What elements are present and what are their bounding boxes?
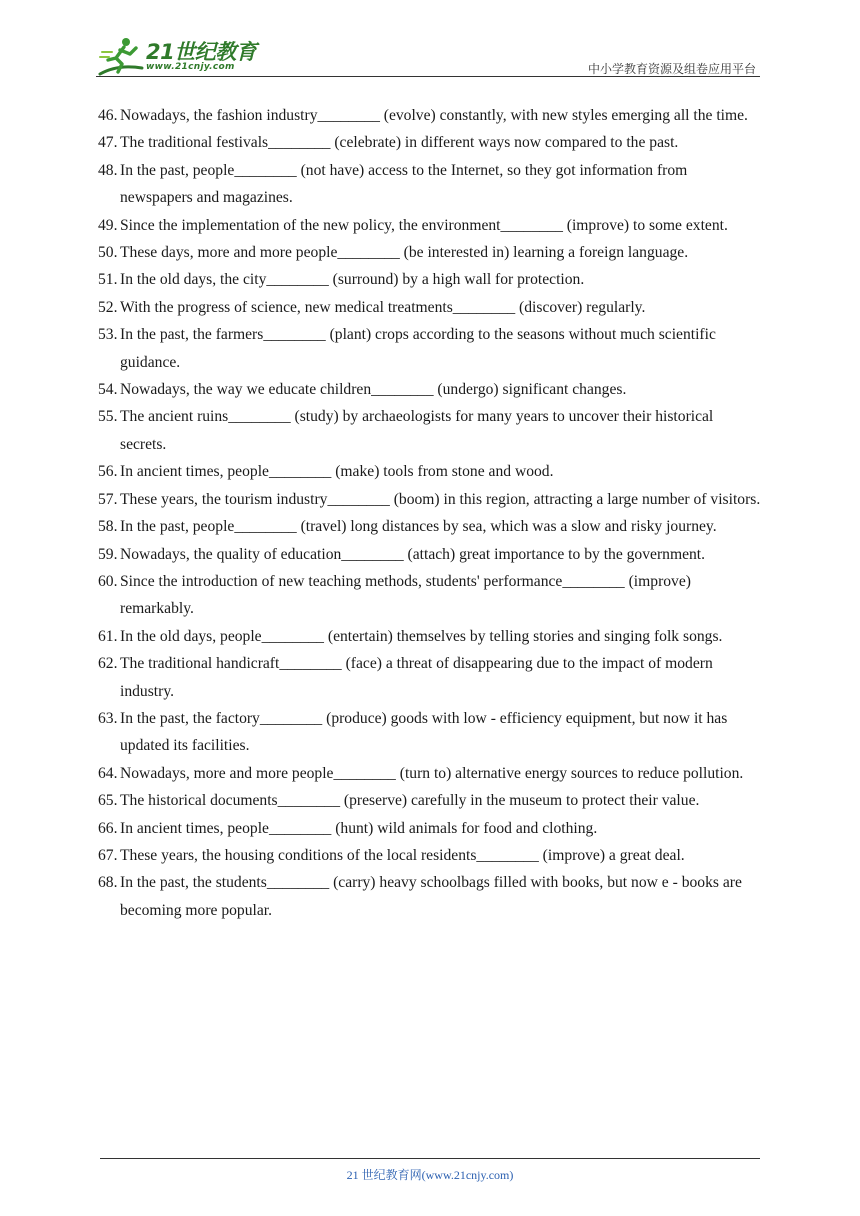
question-text: In the past, people________ (travel) long distances by sea, which was a slow and risky journey. xyxy=(120,518,717,536)
question-text: In the past, people________ (not have) access to the Internet, so they got information from newspapers and magazines. xyxy=(120,161,688,207)
question-text: These years, the housing conditions of the local residents________ (improve) a great deal. xyxy=(120,846,685,864)
question-text: The traditional handicraft________ (face) a threat of disappearing due to the impact of modern industry. xyxy=(120,655,713,700)
footer-divider xyxy=(100,1158,760,1159)
question-number: 65. xyxy=(98,792,118,810)
question-item xyxy=(100,650,762,705)
question-item xyxy=(100,129,762,156)
question-item xyxy=(100,541,762,568)
question-number: 60. xyxy=(98,572,118,590)
question-number: 53. xyxy=(98,326,118,344)
question-number: 58. xyxy=(98,518,118,536)
question-number: 63. xyxy=(98,709,118,727)
question-item xyxy=(100,623,762,650)
question-text: Since the introduction of new teaching methods, students' performance________ (improve) remarkably. xyxy=(120,572,691,618)
question-number: 57. xyxy=(98,490,118,508)
question-number: 51. xyxy=(98,271,118,289)
question-text: In the old days, people________ (entertain) themselves by telling stories and singing folk songs. xyxy=(120,627,723,645)
question-item xyxy=(100,376,762,403)
question-text: In the past, the students________ (carry) heavy schoolbags filled with books, but now e - books are becoming more popular. xyxy=(120,874,742,919)
question-item xyxy=(100,705,762,760)
question-number: 59. xyxy=(98,545,118,563)
platform-tagline: 中小学教育资源及组卷应用平台 xyxy=(587,62,756,76)
question-number: 48. xyxy=(98,161,118,179)
question-item xyxy=(100,842,762,869)
question-item xyxy=(100,157,762,212)
page-footer[interactable]: 21 世纪教育网(www.21cnjy.com) xyxy=(346,1168,514,1182)
question-number: 56. xyxy=(98,463,118,481)
question-item xyxy=(100,212,762,239)
question-text: Since the implementation of the new policy, the environment________ (improve) to some extent. xyxy=(120,216,728,234)
question-number: 62. xyxy=(98,655,118,673)
logo-brand-text: 21世纪教育 xyxy=(146,40,257,64)
question-text: These years, the tourism industry________ (boom) in this region, attracting a large number of visitors. xyxy=(120,490,761,508)
question-text: The historical documents________ (preserve) carefully in the museum to protect their value. xyxy=(120,792,700,810)
question-text: With the progress of science, new medical treatments________ (discover) regularly. xyxy=(120,298,646,316)
question-number: 50. xyxy=(98,244,118,262)
question-text: Nowadays, more and more people________ (turn to) alternative energy sources to reduce pollution. xyxy=(120,764,744,782)
site-logo[interactable] xyxy=(96,34,266,78)
question-item xyxy=(100,815,762,842)
question-text: In ancient times, people________ (hunt) wild animals for food and clothing. xyxy=(120,819,598,837)
question-number: 68. xyxy=(98,874,118,892)
question-number: 67. xyxy=(98,846,118,864)
question-text: In the past, the factory________ (produce) goods with low - efficiency equipment, but now it has updated its facilities. xyxy=(120,709,728,755)
question-number: 47. xyxy=(98,134,118,152)
question-list xyxy=(100,102,762,924)
question-number: 49. xyxy=(98,216,118,234)
question-item xyxy=(100,568,762,623)
question-text: In the old days, the city________ (surround) by a high wall for protection. xyxy=(120,271,585,289)
question-text: In ancient times, people________ (make) tools from stone and wood. xyxy=(120,463,554,481)
question-number: 52. xyxy=(98,298,118,316)
question-text: These days, more and more people________ (be interested in) learning a foreign language. xyxy=(120,244,689,262)
page-header xyxy=(96,34,760,78)
question-text: The ancient ruins________ (study) by archaeologists for many years to uncover their historical secrets. xyxy=(120,408,714,453)
question-item xyxy=(100,513,762,540)
question-number: 61. xyxy=(98,627,118,645)
question-text: In the past, the farmers________ (plant) crops according to the seasons without much scientific guidance. xyxy=(120,326,716,371)
question-item xyxy=(100,458,762,485)
question-item xyxy=(100,486,762,513)
header-divider xyxy=(96,76,760,77)
question-item xyxy=(100,294,762,321)
question-item xyxy=(100,787,762,814)
logo-url-text: www.21cnjy.com xyxy=(146,62,235,72)
question-item xyxy=(100,760,762,787)
question-item xyxy=(100,102,762,129)
question-text: Nowadays, the fashion industry________ (evolve) constantly, with new styles emerging all the time. xyxy=(120,107,748,124)
question-item xyxy=(100,321,762,376)
question-number: 64. xyxy=(98,764,118,782)
running-figure-icon xyxy=(96,34,146,78)
question-item xyxy=(100,869,762,924)
question-text: The traditional festivals________ (celebrate) in different ways now compared to the past. xyxy=(120,134,679,152)
question-item xyxy=(100,239,762,266)
question-item xyxy=(100,403,762,458)
question-number: 46. xyxy=(98,107,118,124)
question-text: Nowadays, the way we educate children________ (undergo) significant changes. xyxy=(120,381,627,399)
question-item xyxy=(100,266,762,293)
question-text: Nowadays, the quality of education________ (attach) great importance to by the government. xyxy=(120,545,706,563)
question-number: 54. xyxy=(98,381,118,399)
question-number: 55. xyxy=(98,408,118,426)
question-number: 66. xyxy=(98,819,118,837)
